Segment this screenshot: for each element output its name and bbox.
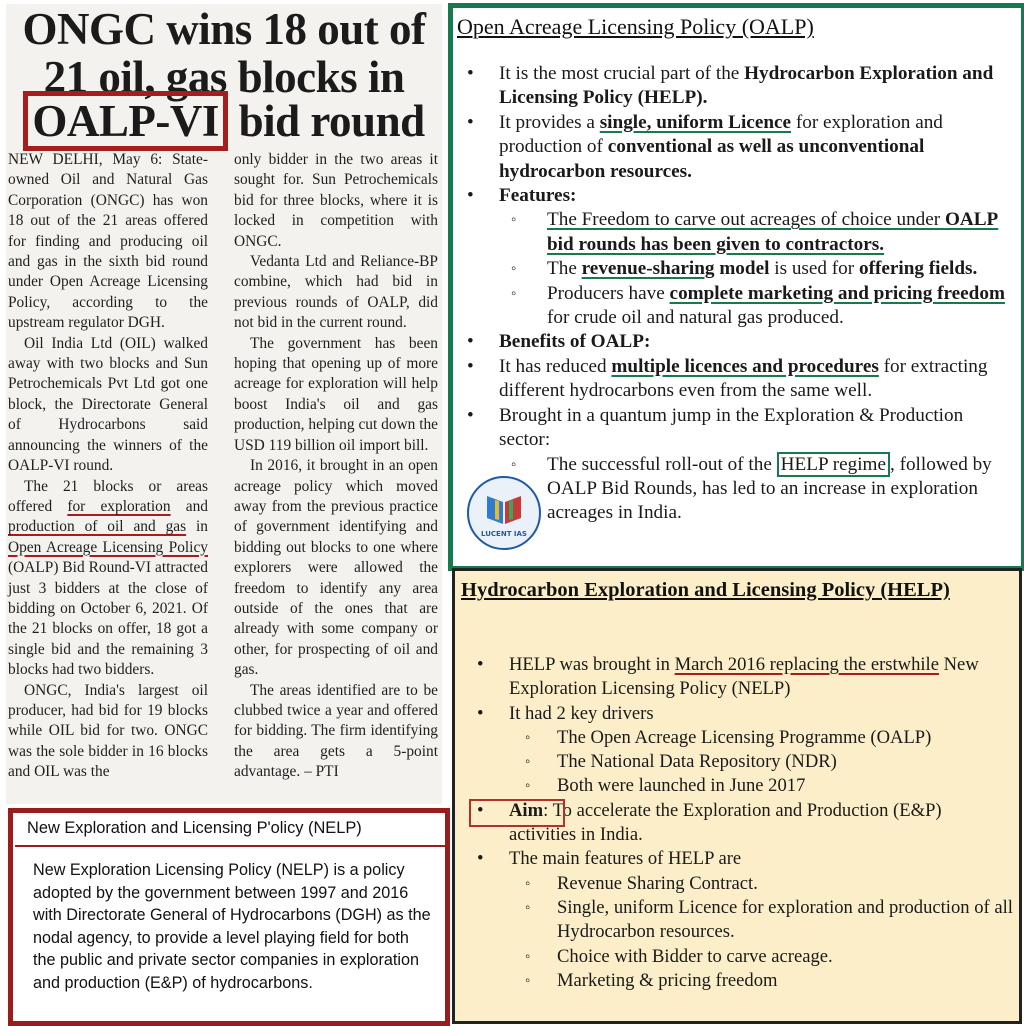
list-item: • It had 2 key drivers <box>461 702 1013 726</box>
news-paragraph: Vedanta Ltd and Reliance-BP combine, which had bid in previous rounds of OALP, did not bid in the current round. <box>234 253 438 332</box>
list-item: ◦ The revenue-sharing model is used for offering fields. <box>463 257 1015 281</box>
headline-line-2: 21 oil, gas blocks in <box>43 52 405 102</box>
list-item: • Aim: To accelerate the Exploration and Production (E&P) activities in India. <box>461 799 1013 848</box>
logo-text: LUCENT IAS <box>481 530 527 538</box>
headline-line-3 <box>6 98 442 144</box>
list-item: ◦ The Open Acreage Licensing Programme (OALP) <box>461 726 1013 750</box>
news-paragraph: The areas identified are to be clubbed twice a year and offered for bidding. The firm identifying the area gets a 5-point advantage. – PTI <box>234 681 438 781</box>
lucent-ias-logo <box>467 476 541 550</box>
list-item: ◦ Choice with Bidder to carve acreage. <box>461 945 1013 969</box>
list-item: ◦ Marketing & pricing freedom <box>461 969 1013 993</box>
news-column-1 <box>8 150 208 783</box>
list-item: • It has reduced multiple licences and procedures for extracting different hydrocarbons even from the same well. <box>463 355 1015 404</box>
nelp-title: New Exploration and Licensing P'olicy (NELP) <box>15 815 447 847</box>
list-item: • Benefits of OALP: <box>463 330 1015 354</box>
list-item: ◦ The National Data Repository (NDR) <box>461 750 1013 774</box>
list-item: • Brought in a quantum jump in the Exploration & Production sector: <box>463 404 1015 453</box>
list-item: • The main features of HELP are <box>461 847 1013 871</box>
list-item: • HELP was brought in March 2016 replacing the erstwhile New Exploration Licensing Policy (NELP) <box>461 653 1013 702</box>
headline-line-3-tail: bid round <box>227 96 425 146</box>
list-item: ◦ Both were launched in June 2017 <box>461 774 1013 798</box>
list-item: ◦ Producers have complete marketing and pricing freedom for crude oil and natural gas produced. <box>463 282 1015 331</box>
list-item: ◦ Revenue Sharing Contract. <box>461 872 1013 896</box>
oalp-body <box>463 62 1015 526</box>
nelp-panel <box>8 808 450 1026</box>
nelp-body: New Exploration Licensing Policy (NELP) is a policy adopted by the government between 1997 and 2016 with Directorate General of Hydrocarbons (DGH) as the nodal agency, to provide a level playing field for both the public and private sector companies in exploration and production (E&P) of hydrocarbons. <box>33 861 431 992</box>
list-item: ◦ The Freedom to carve out acreages of choice under OALP bid rounds has been given to contractors. <box>463 208 1015 257</box>
help-panel <box>452 568 1022 1024</box>
news-paragraph: In 2016, it brought in an open acreage policy which moved away from the previous practice of government identifying and bidding out blocks to one where explorers were allowed the freedom to identify any area outside of the ones that are already with some company or other, for prospecting of oil and gas. <box>234 457 438 679</box>
list-item: • It provides a single, uniform Licence for exploration and production of conventional as well as unconventional hydrocarbon resources. <box>463 111 1015 184</box>
list-item: • Features: <box>463 184 1015 208</box>
news-paragraph: only bidder in the two areas it sought for. Sun Petrochemicals bid for three blocks, where it is locked in competition with ONGC. <box>234 151 438 250</box>
help-regime-highlight: HELP regime <box>777 452 890 477</box>
list-item: ◦ Single, uniform Licence for exploration and production of all Hydrocarbon resources. <box>461 896 1013 945</box>
news-paragraph: The 21 blocks or areas offered for exploration and production of oil and gas in Open Acreage Licensing Policy (OALP) Bid Round-VI attracted just 3 bidders at the close of bidding on October 6, 2021. Of the 21 blocks on offer, 18 got a single bid and the remaining 3 blocks had two bidders. <box>8 477 208 679</box>
news-paragraph: The government has been hoping that opening up of more acreage for exploration will help boost India's oil and gas production, helping cut down the USD 119 billion oil import bill. <box>234 334 438 454</box>
news-paragraph: ONGC, India's largest oil producer, had bid for 19 blocks while OIL bid for two. ONGC was the sole bidder in 16 blocks and OIL was the <box>8 681 208 781</box>
news-column-2 <box>234 150 438 783</box>
list-item: ◦ The successful roll-out of the HELP regime , followed by OALP Bid Rounds, has led to an increase in exploration acreages in India. <box>463 453 1015 526</box>
newspaper-clipping <box>6 4 442 804</box>
news-paragraph: Oil India Ltd (OIL) walked away with two blocks and Sun Petrochemicals Pvt Ltd got one block, the Directorate General of Hydrocarbons said announcing the winners of the OALP-VI round. <box>8 334 208 475</box>
list-item: • It is the most crucial part of the Hydrocarbon Exploration and Licensing Policy (HELP). <box>463 62 1015 111</box>
oalp-title: Open Acreage Licensing Policy (OALP) <box>457 14 814 39</box>
oalp-vi-highlight: OALP-VI <box>23 91 228 151</box>
help-title: Hydrocarbon Exploration and Licensing Policy (HELP) <box>461 579 950 601</box>
aim-highlight-box <box>469 799 565 827</box>
news-paragraph: NEW DELHI, May 6: State-owned Oil and Natural Gas Corporation (ONGC) has won 18 out of the 21 areas offered for finding and producing oil and gas in the sixth bid round under Open Acreage Licensing Policy, according to the upstream regulator DGH. <box>8 151 208 332</box>
headline-line-1: ONGC wins 18 out of <box>22 4 426 54</box>
